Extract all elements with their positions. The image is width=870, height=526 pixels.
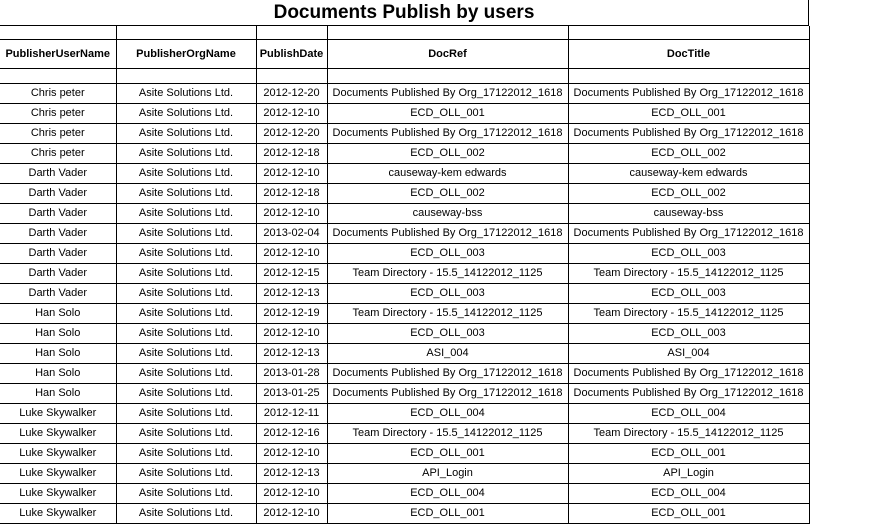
header-spacer-row bbox=[0, 26, 809, 40]
docref-cell: Team Directory - 15.5_14122012_1125 bbox=[327, 264, 568, 284]
docref-cell: ECD_OLL_004 bbox=[327, 484, 568, 504]
docref-cell: Documents Published By Org_17122012_1618 bbox=[327, 384, 568, 404]
spacer-cell bbox=[0, 26, 116, 40]
docref-cell: Documents Published By Org_17122012_1618 bbox=[327, 84, 568, 104]
docref-cell: Team Directory - 15.5_14122012_1125 bbox=[327, 424, 568, 444]
header-publisher-username: PublisherUserName bbox=[0, 40, 116, 69]
header-publish-date: PublishDate bbox=[256, 40, 327, 69]
publisher-orgname-cell: Asite Solutions Ltd. bbox=[116, 84, 256, 104]
header-publisher-orgname: PublisherOrgName bbox=[116, 40, 256, 69]
publish-date-cell: 2012-12-20 bbox=[256, 84, 327, 104]
publisher-username-cell: Darth Vader bbox=[0, 244, 116, 264]
blank-cell bbox=[256, 69, 327, 84]
publisher-username-cell: Darth Vader bbox=[0, 224, 116, 244]
publish-date-cell: 2012-12-13 bbox=[256, 344, 327, 364]
publisher-username-cell: Darth Vader bbox=[0, 264, 116, 284]
docref-cell: ECD_OLL_004 bbox=[327, 404, 568, 424]
publish-date-cell: 2012-12-19 bbox=[256, 304, 327, 324]
doctitle-cell: ECD_OLL_001 bbox=[568, 504, 809, 524]
publisher-orgname-cell: Asite Solutions Ltd. bbox=[116, 364, 256, 384]
table-row bbox=[0, 164, 809, 184]
publisher-orgname-cell: Asite Solutions Ltd. bbox=[116, 224, 256, 244]
spacer-cell bbox=[568, 26, 809, 40]
publisher-orgname-cell: Asite Solutions Ltd. bbox=[116, 184, 256, 204]
docref-cell: Documents Published By Org_17122012_1618 bbox=[327, 124, 568, 144]
publisher-orgname-cell: Asite Solutions Ltd. bbox=[116, 284, 256, 304]
publisher-orgname-cell: Asite Solutions Ltd. bbox=[116, 344, 256, 364]
publish-date-cell: 2012-12-10 bbox=[256, 324, 327, 344]
table-row bbox=[0, 404, 809, 424]
publisher-username-cell: Chris peter bbox=[0, 124, 116, 144]
doctitle-cell: ASI_004 bbox=[568, 344, 809, 364]
publish-date-cell: 2012-12-16 bbox=[256, 424, 327, 444]
publisher-orgname-cell: Asite Solutions Ltd. bbox=[116, 304, 256, 324]
report-table bbox=[0, 26, 810, 524]
doctitle-cell: causeway-bss bbox=[568, 204, 809, 224]
publish-date-cell: 2012-12-18 bbox=[256, 184, 327, 204]
doctitle-cell: Team Directory - 15.5_14122012_1125 bbox=[568, 424, 809, 444]
publish-date-cell: 2013-02-04 bbox=[256, 224, 327, 244]
table-row bbox=[0, 204, 809, 224]
docref-cell: causeway-kem edwards bbox=[327, 164, 568, 184]
publisher-orgname-cell: Asite Solutions Ltd. bbox=[116, 244, 256, 264]
spacer-cell bbox=[256, 26, 327, 40]
docref-cell: ECD_OLL_002 bbox=[327, 184, 568, 204]
docref-cell: Documents Published By Org_17122012_1618 bbox=[327, 364, 568, 384]
publisher-username-cell: Darth Vader bbox=[0, 164, 116, 184]
blank-cell bbox=[568, 69, 809, 84]
publisher-username-cell: Han Solo bbox=[0, 344, 116, 364]
publisher-username-cell: Han Solo bbox=[0, 304, 116, 324]
publish-date-cell: 2012-12-10 bbox=[256, 484, 327, 504]
doctitle-cell: ECD_OLL_002 bbox=[568, 184, 809, 204]
doctitle-cell: ECD_OLL_004 bbox=[568, 484, 809, 504]
publisher-orgname-cell: Asite Solutions Ltd. bbox=[116, 104, 256, 124]
publisher-orgname-cell: Asite Solutions Ltd. bbox=[116, 264, 256, 284]
publisher-username-cell: Darth Vader bbox=[0, 184, 116, 204]
docref-cell: Team Directory - 15.5_14122012_1125 bbox=[327, 304, 568, 324]
publisher-username-cell: Darth Vader bbox=[0, 204, 116, 224]
docref-cell: Documents Published By Org_17122012_1618 bbox=[327, 224, 568, 244]
header-doctitle: DocTitle bbox=[568, 40, 809, 69]
report-title: Documents Publish by users bbox=[0, 0, 809, 26]
publisher-orgname-cell: Asite Solutions Ltd. bbox=[116, 144, 256, 164]
publish-date-cell: 2012-12-15 bbox=[256, 264, 327, 284]
table-row bbox=[0, 344, 809, 364]
table-row bbox=[0, 144, 809, 164]
doctitle-cell: API_Login bbox=[568, 464, 809, 484]
publish-date-cell: 2012-12-10 bbox=[256, 204, 327, 224]
publish-date-cell: 2012-12-10 bbox=[256, 104, 327, 124]
blank-cell bbox=[327, 69, 568, 84]
publisher-orgname-cell: Asite Solutions Ltd. bbox=[116, 384, 256, 404]
table-row bbox=[0, 84, 809, 104]
publisher-orgname-cell: Asite Solutions Ltd. bbox=[116, 404, 256, 424]
table-row bbox=[0, 284, 809, 304]
table-row bbox=[0, 124, 809, 144]
docref-cell: ECD_OLL_001 bbox=[327, 504, 568, 524]
publisher-orgname-cell: Asite Solutions Ltd. bbox=[116, 484, 256, 504]
docref-cell: ECD_OLL_002 bbox=[327, 144, 568, 164]
publisher-username-cell: Luke Skywalker bbox=[0, 404, 116, 424]
docref-cell: ECD_OLL_001 bbox=[327, 444, 568, 464]
doctitle-cell: ECD_OLL_003 bbox=[568, 324, 809, 344]
publisher-orgname-cell: Asite Solutions Ltd. bbox=[116, 164, 256, 184]
docref-cell: causeway-bss bbox=[327, 204, 568, 224]
publish-date-cell: 2012-12-10 bbox=[256, 504, 327, 524]
doctitle-cell: causeway-kem edwards bbox=[568, 164, 809, 184]
publisher-username-cell: Han Solo bbox=[0, 364, 116, 384]
publish-date-cell: 2012-12-11 bbox=[256, 404, 327, 424]
doctitle-cell: Team Directory - 15.5_14122012_1125 bbox=[568, 264, 809, 284]
table-row bbox=[0, 244, 809, 264]
publisher-username-cell: Darth Vader bbox=[0, 284, 116, 304]
publisher-orgname-cell: Asite Solutions Ltd. bbox=[116, 444, 256, 464]
table-row bbox=[0, 504, 809, 524]
table-row bbox=[0, 224, 809, 244]
publisher-orgname-cell: Asite Solutions Ltd. bbox=[116, 324, 256, 344]
docref-cell: ASI_004 bbox=[327, 344, 568, 364]
publisher-username-cell: Luke Skywalker bbox=[0, 464, 116, 484]
docref-cell: ECD_OLL_003 bbox=[327, 284, 568, 304]
publisher-username-cell: Luke Skywalker bbox=[0, 504, 116, 524]
spacer-cell bbox=[116, 26, 256, 40]
publisher-orgname-cell: Asite Solutions Ltd. bbox=[116, 204, 256, 224]
doctitle-cell: ECD_OLL_003 bbox=[568, 244, 809, 264]
docref-cell: ECD_OLL_003 bbox=[327, 244, 568, 264]
docref-cell: ECD_OLL_001 bbox=[327, 104, 568, 124]
header-row bbox=[0, 40, 809, 69]
doctitle-cell: Documents Published By Org_17122012_1618 bbox=[568, 124, 809, 144]
doctitle-cell: Documents Published By Org_17122012_1618 bbox=[568, 384, 809, 404]
publisher-orgname-cell: Asite Solutions Ltd. bbox=[116, 504, 256, 524]
blank-cell bbox=[0, 69, 116, 84]
doctitle-cell: Documents Published By Org_17122012_1618 bbox=[568, 84, 809, 104]
docref-cell: ECD_OLL_003 bbox=[327, 324, 568, 344]
publisher-username-cell: Chris peter bbox=[0, 144, 116, 164]
table-row bbox=[0, 184, 809, 204]
doctitle-cell: ECD_OLL_001 bbox=[568, 104, 809, 124]
publisher-username-cell: Luke Skywalker bbox=[0, 484, 116, 504]
table-row bbox=[0, 424, 809, 444]
report-table-body bbox=[0, 26, 809, 524]
doctitle-cell: ECD_OLL_003 bbox=[568, 284, 809, 304]
table-row bbox=[0, 484, 809, 504]
blank-cell bbox=[116, 69, 256, 84]
publish-date-cell: 2012-12-18 bbox=[256, 144, 327, 164]
publisher-username-cell: Luke Skywalker bbox=[0, 424, 116, 444]
header-docref: DocRef bbox=[327, 40, 568, 69]
publish-date-cell: 2012-12-10 bbox=[256, 444, 327, 464]
doctitle-cell: ECD_OLL_002 bbox=[568, 144, 809, 164]
table-row bbox=[0, 324, 809, 344]
publisher-username-cell: Han Solo bbox=[0, 384, 116, 404]
table-row bbox=[0, 104, 809, 124]
publish-date-cell: 2012-12-13 bbox=[256, 284, 327, 304]
doctitle-cell: Documents Published By Org_17122012_1618 bbox=[568, 224, 809, 244]
table-row bbox=[0, 384, 809, 404]
publisher-orgname-cell: Asite Solutions Ltd. bbox=[116, 424, 256, 444]
publish-date-cell: 2013-01-25 bbox=[256, 384, 327, 404]
publish-date-cell: 2012-12-10 bbox=[256, 244, 327, 264]
publisher-orgname-cell: Asite Solutions Ltd. bbox=[116, 124, 256, 144]
docref-cell: API_Login bbox=[327, 464, 568, 484]
doctitle-cell: ECD_OLL_001 bbox=[568, 444, 809, 464]
blank-row bbox=[0, 69, 809, 84]
publish-date-cell: 2013-01-28 bbox=[256, 364, 327, 384]
doctitle-cell: Team Directory - 15.5_14122012_1125 bbox=[568, 304, 809, 324]
publish-date-cell: 2012-12-10 bbox=[256, 164, 327, 184]
doctitle-cell: Documents Published By Org_17122012_1618 bbox=[568, 364, 809, 384]
spacer-cell bbox=[327, 26, 568, 40]
table-row bbox=[0, 264, 809, 284]
doctitle-cell: ECD_OLL_004 bbox=[568, 404, 809, 424]
table-row bbox=[0, 364, 809, 384]
table-row bbox=[0, 304, 809, 324]
publisher-username-cell: Luke Skywalker bbox=[0, 444, 116, 464]
publisher-username-cell: Chris peter bbox=[0, 84, 116, 104]
publish-date-cell: 2012-12-13 bbox=[256, 464, 327, 484]
table-row bbox=[0, 444, 809, 464]
table-row bbox=[0, 464, 809, 484]
publish-date-cell: 2012-12-20 bbox=[256, 124, 327, 144]
publisher-orgname-cell: Asite Solutions Ltd. bbox=[116, 464, 256, 484]
publisher-username-cell: Chris peter bbox=[0, 104, 116, 124]
publisher-username-cell: Han Solo bbox=[0, 324, 116, 344]
